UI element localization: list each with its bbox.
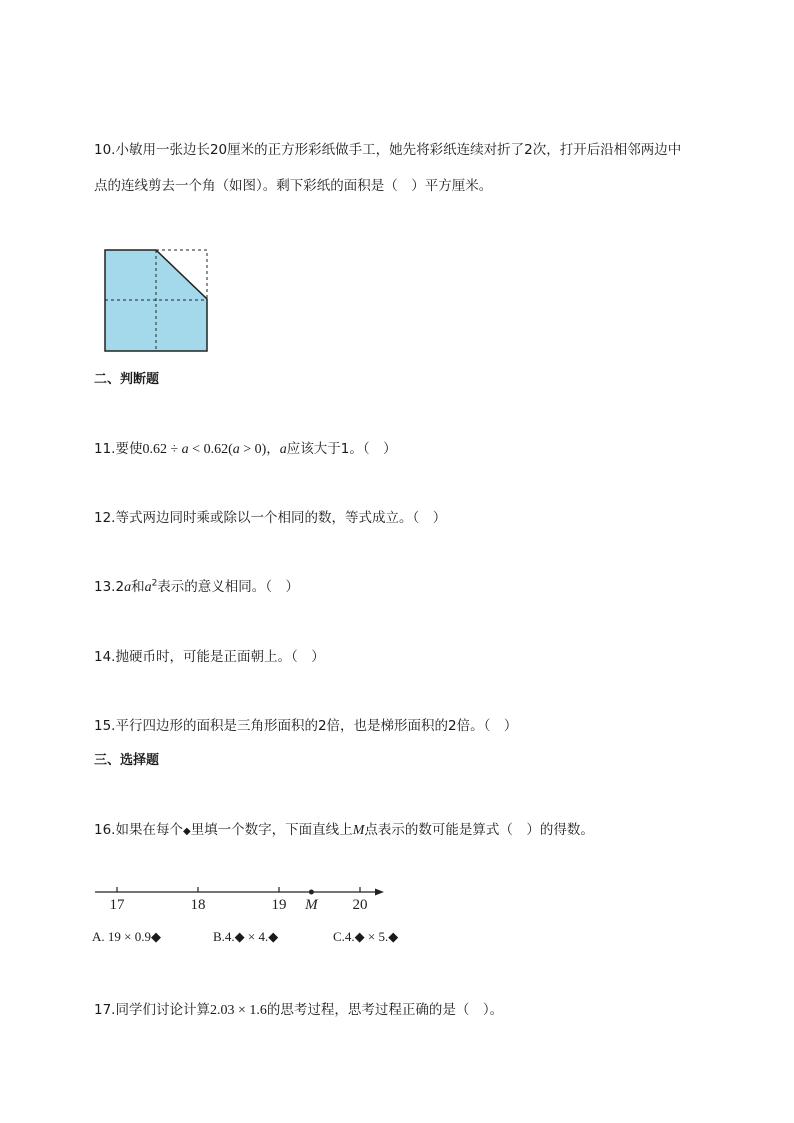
- option-c: C.4.◆ × 5.◆: [333, 929, 399, 944]
- tick-label-17: 17: [109, 897, 125, 913]
- question-12: 12.等式两边同时乘或除以一个相同的数，等式成立。（ ）: [94, 510, 447, 526]
- tick-label-18: 18: [190, 897, 206, 913]
- diamond-icon: ◆: [182, 826, 191, 837]
- question-17: 17.同学们讨论计算2.03 × 1.6的思考过程，思考过程正确的是（ ）。: [94, 1002, 504, 1018]
- question-13: 13.2a和$a^2$表示的意义相同。（ ）: [94, 578, 300, 595]
- question-15: 15.平行四边形的面积是三角形面积的2倍，也是梯形面积的2倍。（ ）: [94, 718, 518, 734]
- tick-label-20: 20: [352, 897, 368, 913]
- question-10-line-2: 点的连线剪去一个角（如图）。剩下彩纸的面积是（ ）平方厘米。: [94, 178, 493, 194]
- option-b: B.4.◆ × 4.◆: [213, 929, 279, 944]
- folded-paper-figure: [100, 245, 212, 357]
- question-14: 14.抛硬币时，可能是正面朝上。（ ）: [94, 649, 325, 665]
- question-16: 16.如果在每个◆里填一个数字，下面直线上M点表示的数可能是算式（ ）的得数。: [94, 822, 594, 838]
- section-heading-judgement: 二、判断题: [94, 372, 160, 387]
- point-m-label: M: [305, 897, 318, 913]
- section-heading-choice: 三、选择题: [94, 753, 160, 768]
- option-a: A. 19 × 0.9◆: [92, 929, 161, 944]
- question-10-line-1: 10.小敏用一张边长20厘米的正方形彩纸做手工，她先将彩纸连续对折了2次，打开后沿相邻两边中: [94, 142, 682, 158]
- tick-label-19: 19: [271, 897, 287, 913]
- arrow-right-icon: [375, 889, 384, 896]
- number-line: [92, 880, 392, 914]
- point-m-dot: [309, 890, 314, 895]
- question-11: 11.要使0.62 ÷ a < 0.62(a > 0)，a应该大于1。（ ）: [94, 441, 397, 457]
